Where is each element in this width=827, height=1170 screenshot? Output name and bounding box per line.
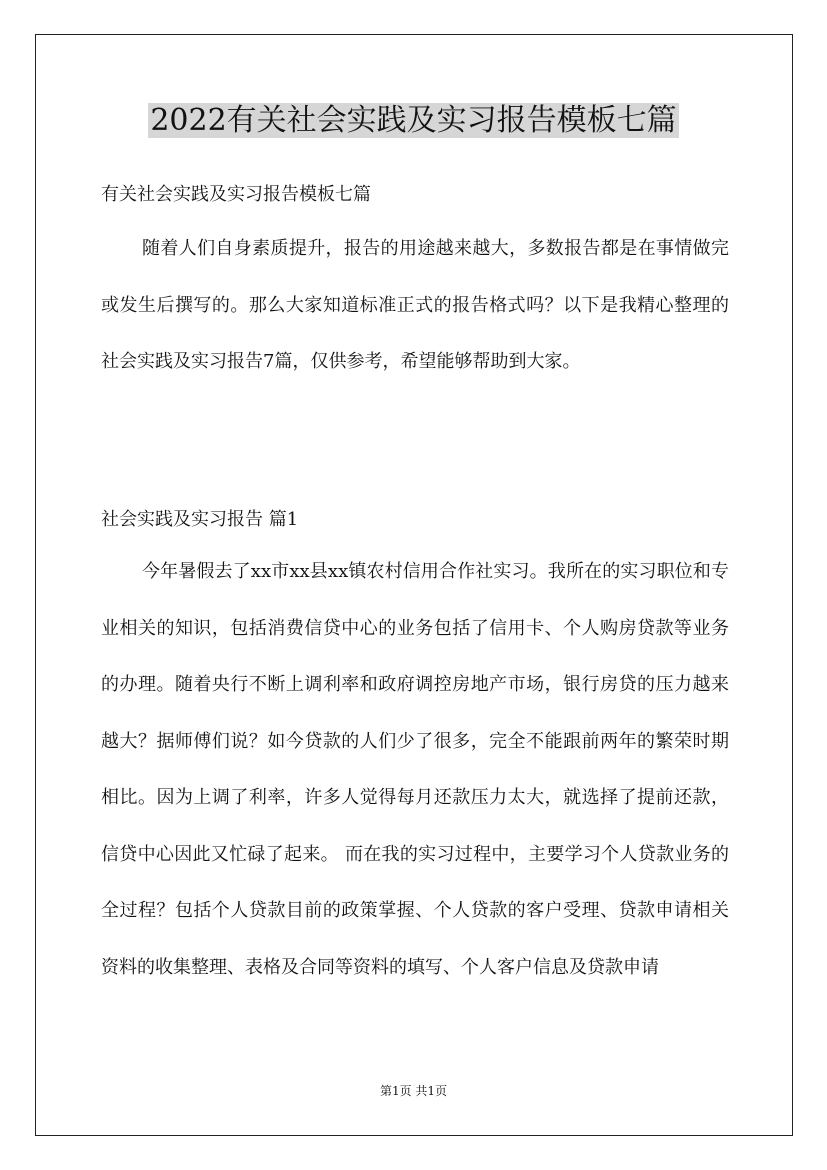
page-number: 第1页 共1页 xyxy=(379,1084,448,1098)
document-title xyxy=(0,99,827,143)
intro-paragraph: 随着人们自身素质提升，报告的用途越来越大，多数报告都是在事情做完或发生后撰写的。那么大家知道标准正式的报告格式吗？以下是我精心整理的社会实践及实习报告7篇，仅供参考，希望能够帮助到大家。 xyxy=(101,238,729,372)
document-title-text: 2022有关社会实践及实习报告模板七篇 xyxy=(150,103,677,138)
section-heading: 社会实践及实习报告 篇1 xyxy=(101,509,299,530)
document-subtitle: 有关社会实践及实习报告模板七篇 xyxy=(101,184,371,205)
section-body-paragraph: 今年暑假去了xx市xx县xx镇农村信用合作社实习。我所在的实习职位和专业相关的知识，包括消费信贷中心的业务包括了信用卡、个人购房贷款等业务的办理。随着央行不断上调利率和政府调控房地产市场，银行房贷的压力越来越大？据师傅们说？如今贷款的人们少了很多，完全不能跟前两年的繁荣时期相比。因为上调了利率，许多人觉得每月还款压力太大，就选择了提前还款，信贷中心因此又忙碌了起来。 而在我的实习过程中，主要学习个人贷款业务的全过程？包括个人贷款目前的政策掌握、个人贷款的客户受理、贷款申请相关资料的收集整理、表格及合同等资料的填写、个人客户信息及贷款申请 xyxy=(101,561,729,978)
